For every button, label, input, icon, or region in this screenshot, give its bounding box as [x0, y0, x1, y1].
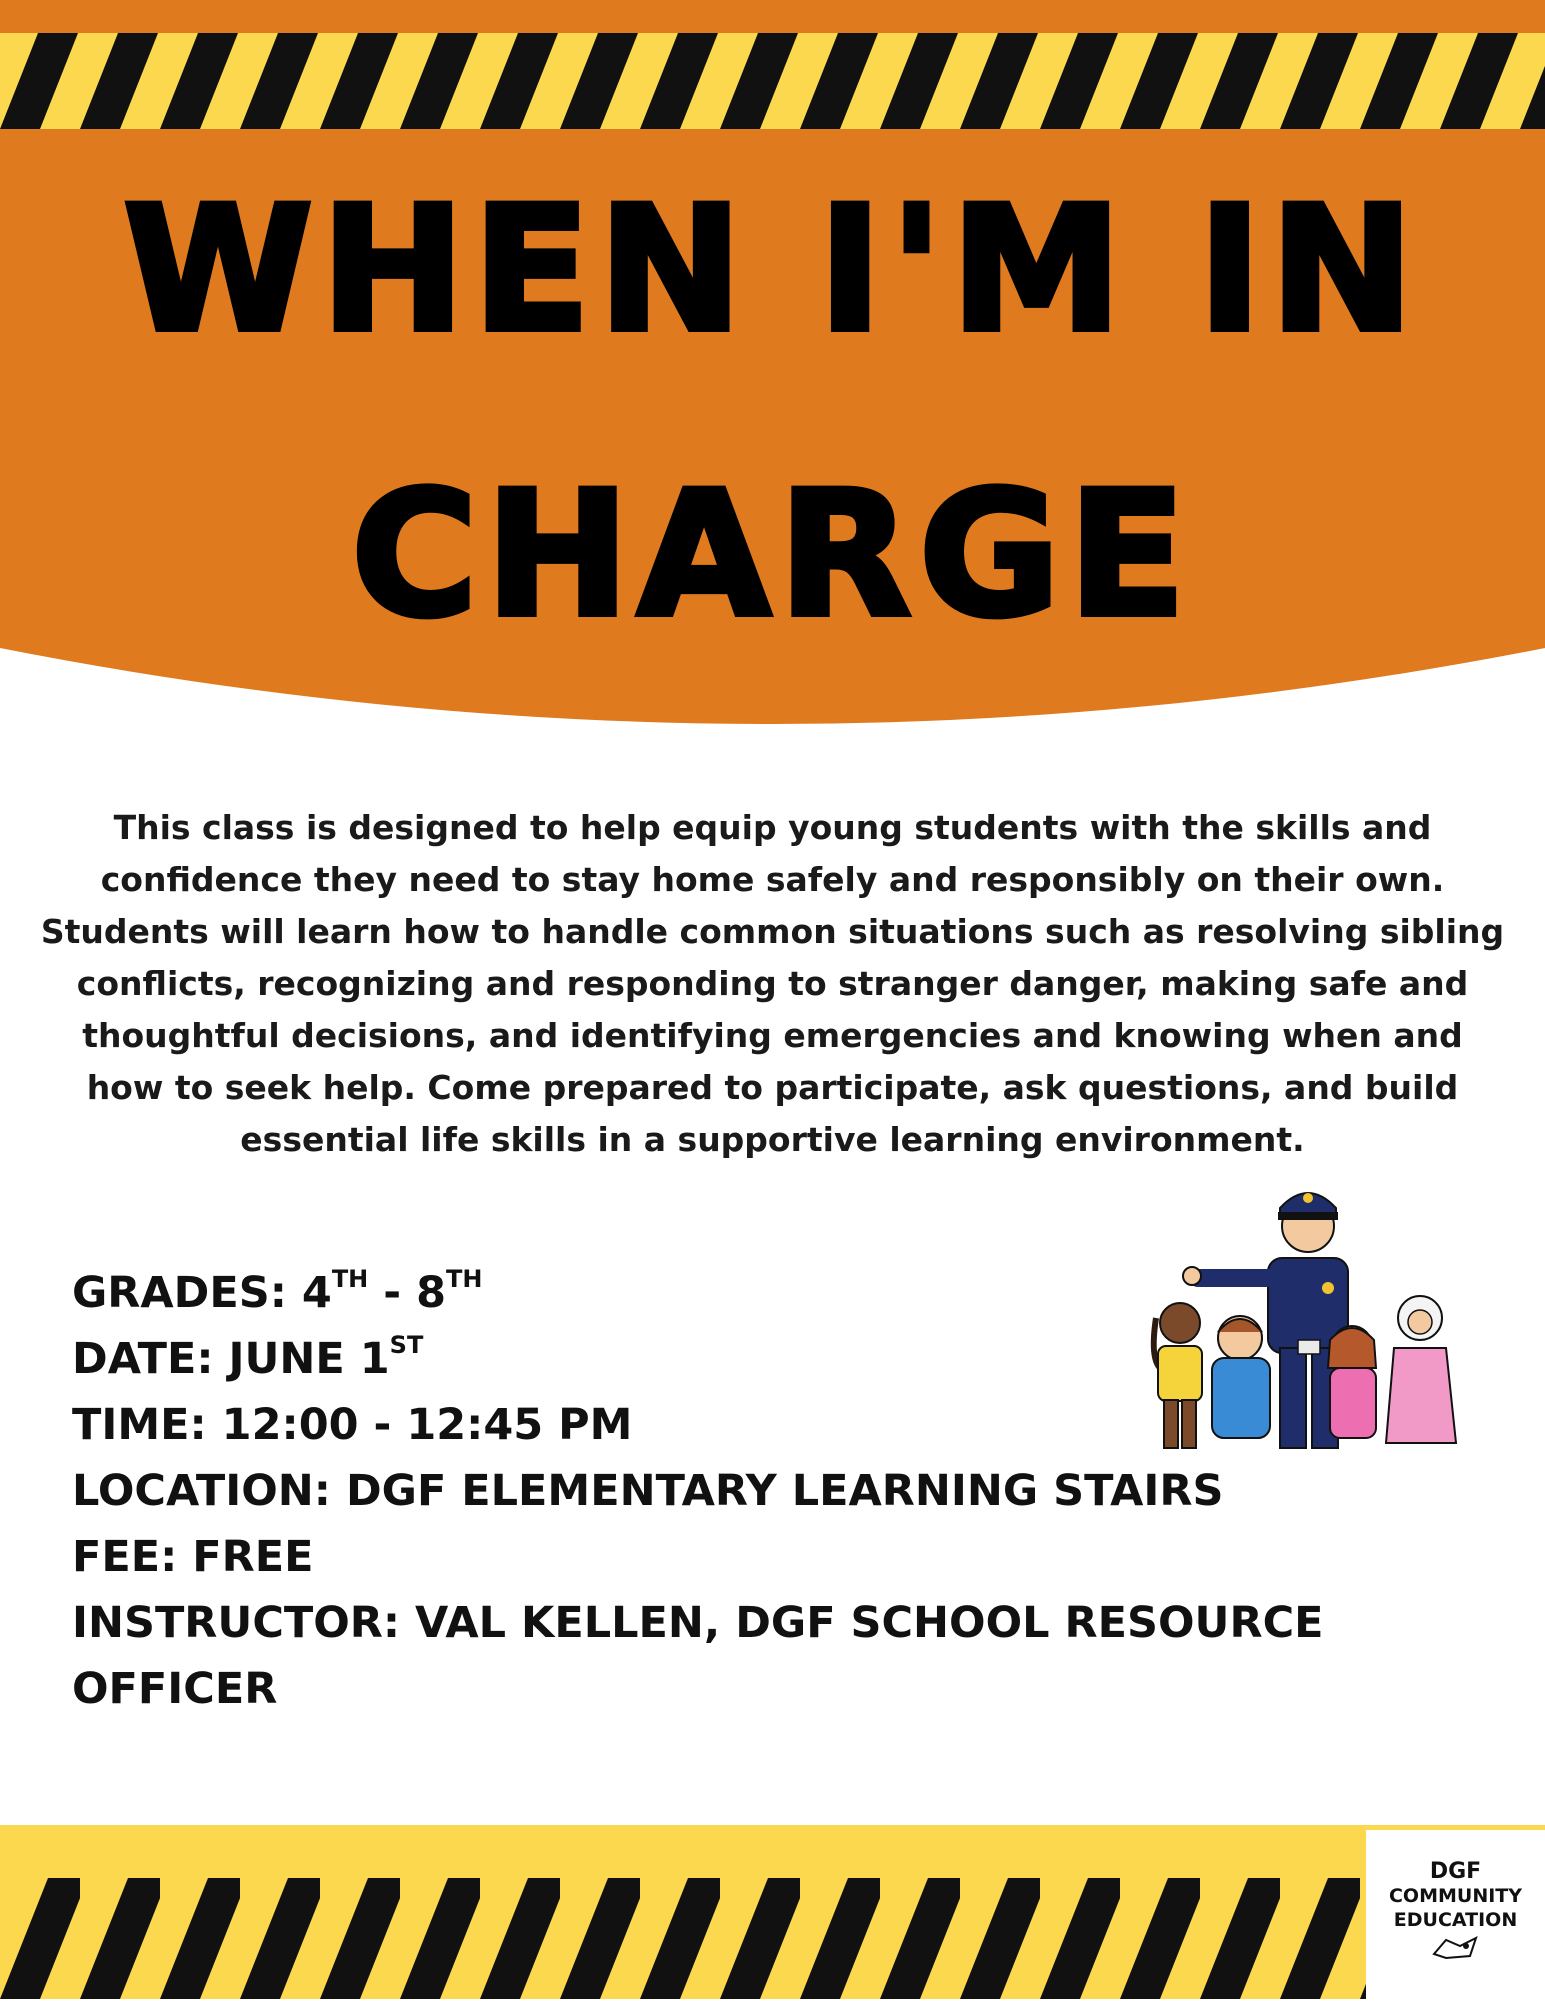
logo-mascot-icon	[1426, 1932, 1486, 1962]
hazard-stripe-top	[0, 33, 1545, 129]
date-row: DATE: JUNE 1ST	[72, 1331, 424, 1384]
dgf-community-education-logo	[1366, 1830, 1545, 1999]
logo-line-3: EDUCATION	[1393, 1909, 1518, 1931]
instructor-row: INSTRUCTOR: VAL KELLEN, DGF SCHOOL RESOURCE	[72, 1598, 1324, 1648]
hazard-stripe-bottom	[0, 1878, 1545, 1999]
time-row: TIME: 12:00 - 12:45 PM	[72, 1400, 633, 1450]
instructor-row-continued: OFFICER	[72, 1664, 278, 1714]
child-girl-hijab	[1386, 1296, 1456, 1443]
logo-line-2: COMMUNITY	[1388, 1885, 1523, 1907]
location-row: LOCATION: DGF ELEMENTARY LEARNING STAIRS	[72, 1466, 1224, 1516]
title-line-2: CHARGE	[351, 454, 1194, 655]
logo-line-1: DGF	[1429, 1859, 1482, 1884]
class-description: This class is designed to help equip young students with the skills and confidence they need to stay home safely and responsibly on their own. Students will learn how to handle common situations such as resolving sibling conflicts, recognizing and responding to stranger danger, making safe and thoughtful decisions, and identifying emergencies and knowing when and how to seek help. Come prepared to participate, ask questions, and build essential life skills in a supportive learning environment.	[40, 808, 1505, 1159]
class-details	[72, 1260, 1372, 1722]
fee-row: FEE: FREE	[72, 1532, 314, 1582]
title-line-1: WHEN I'M IN	[123, 169, 1422, 370]
grades-row: GRADES: 4TH - 8TH	[72, 1265, 483, 1318]
